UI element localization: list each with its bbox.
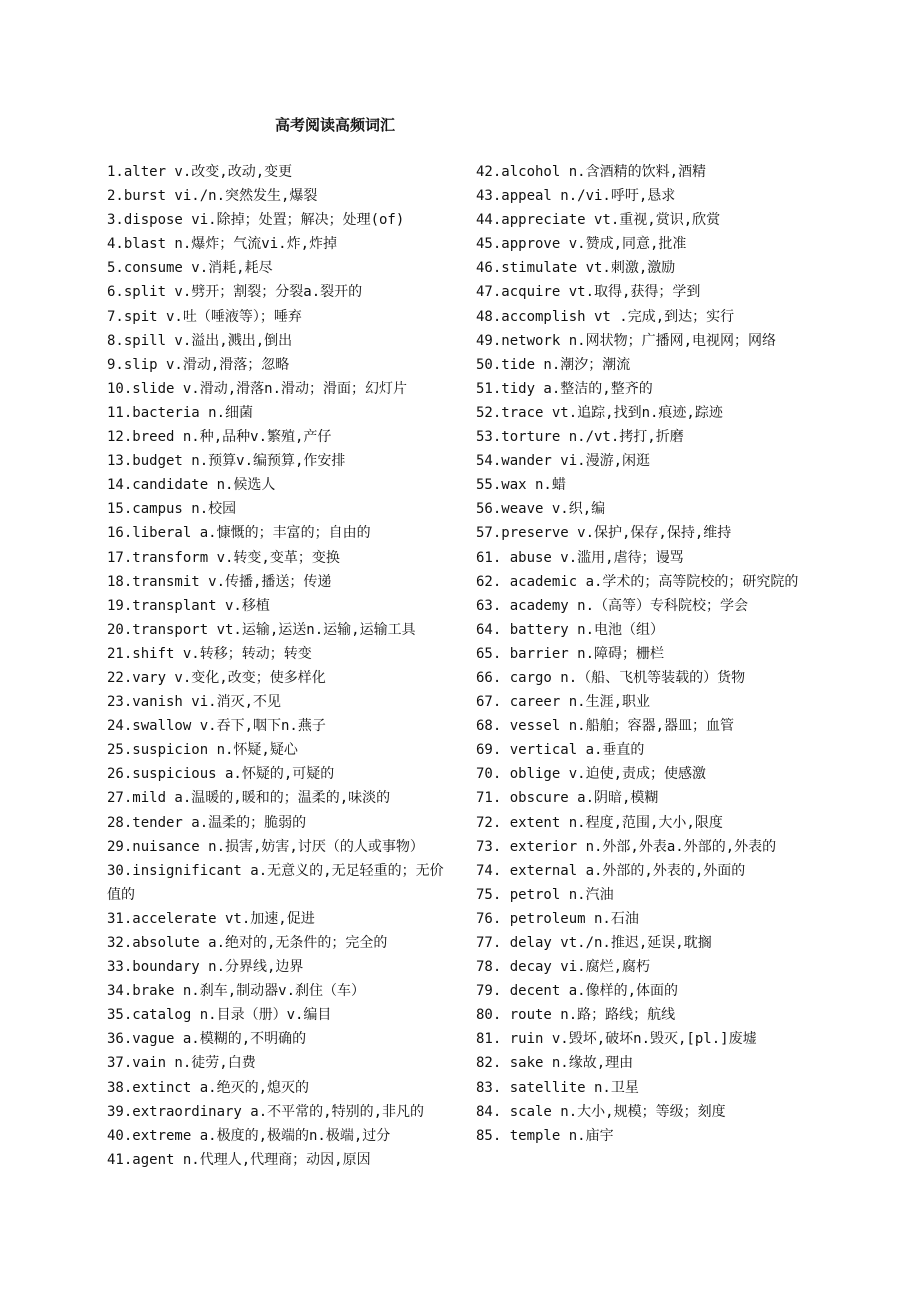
vocab-entry: 45.approve v.赞成,同意,批准 [476, 236, 687, 253]
vocab-entry: 29.nuisance n.损害,妨害,讨厌（的人或事物） [107, 838, 424, 855]
vocab-entry: 61. abuse v.滥用,虐待；谩骂 [476, 549, 684, 566]
vocab-entry: 41.agent n.代理人,代理商；动因,原因 [107, 1151, 371, 1168]
vocab-entry: 78. decay vi.腐烂,腐朽 [476, 959, 651, 976]
vocab-entry: 72. extent n.程度,范围,大小,限度 [476, 814, 723, 831]
vocab-entry: 9.slip v.滑动,滑落；忽略 [107, 356, 290, 373]
vocab-entry: 19.transplant v.移植 [107, 597, 270, 614]
vocab-entry: 7.spit v.吐（唾液等）；唾弃 [107, 308, 302, 325]
vocab-entry: 74. external a.外部的,外表的,外面的 [476, 862, 746, 879]
vocab-entry: 64. battery n.电池（组） [476, 621, 665, 638]
vocab-entry: 2.burst vi./n.突然发生,爆裂 [107, 188, 318, 205]
vocab-entry: 50.tide n.潮汐；潮流 [476, 356, 631, 373]
vocab-entry: 62. academic a.学术的；高等院校的；研究院的 [476, 573, 799, 590]
vocab-entry: 82. sake n.缘故,理由 [476, 1055, 634, 1072]
vocab-entry: 39.extraordinary a.不平常的,特别的,非凡的 [107, 1103, 425, 1120]
vocab-entry: 24.swallow v.吞下,咽下n.燕子 [107, 718, 326, 735]
vocab-entry: 49.network n.网状物；广播网,电视网；网络 [476, 332, 777, 349]
vocab-entry: 27.mild a.温暖的,暖和的；温柔的,味淡的 [107, 790, 391, 807]
vocab-entry: 23.vanish vi.消灭,不见 [107, 694, 282, 711]
vocab-entry: 53.torture n./vt.拷打,折磨 [476, 429, 684, 446]
vocab-entry: 69. vertical a.垂直的 [476, 742, 645, 759]
vocab-entry: 42.alcohol n.含酒精的饮料,酒精 [476, 164, 707, 180]
vocab-column-right [476, 160, 821, 1148]
vocab-entry: 68. vessel n.船舶；容器,器皿；血管 [476, 718, 735, 735]
vocab-entry: 28.tender a.温柔的；脆弱的 [107, 814, 307, 831]
vocab-entry: 36.vague a.模糊的,不明确的 [107, 1031, 307, 1048]
vocab-entry: 84. scale n.大小,规模；等级；刻度 [476, 1103, 726, 1120]
vocab-entry: 11.bacteria n.细菌 [107, 404, 254, 421]
document-title: 高考阅读高频词汇 [274, 116, 395, 134]
vocab-entry: 12.breed n.种,品种v.繁殖,产仔 [107, 429, 332, 446]
vocab-entry: 83. satellite n.卫星 [476, 1079, 639, 1096]
vocab-entry: 56.weave v.织,编 [476, 501, 606, 518]
vocab-entry: 3.dispose vi.除掉；处置；解决；处理(of) [107, 212, 405, 229]
vocab-entry: 6.split v.劈开；割裂；分裂a.裂开的 [107, 284, 363, 301]
vocab-entry: 13.budget n.预算v.编预算,作安排 [107, 453, 346, 470]
vocab-entry: 1.alter v.改变,改动,变更 [107, 164, 293, 180]
vocab-entry: 77. delay vt./n.推迟,延误,耽搁 [476, 935, 712, 951]
vocab-entry: 34.brake n.刹车,制动器v.刹住（车） [107, 983, 366, 1000]
vocab-entry: 70. oblige v.迫使,责成；使感激 [476, 766, 707, 783]
vocab-entry: 80. route n.路；路线；航线 [476, 1007, 676, 1024]
vocab-entry: 17.transform v.转变,变革；变换 [107, 549, 340, 566]
vocab-entry: 55.wax n.蜡 [476, 477, 566, 494]
vocab-entry: 81. ruin v.毁坏,破坏n.毁灭,[pl.]废墟 [476, 1031, 757, 1048]
vocab-entry: 10.slide v.滑动,滑落n.滑动；滑面；幻灯片 [107, 380, 408, 397]
vocab-entry: 31.accelerate vt.加速,促进 [107, 910, 315, 927]
vocab-entry: 18.transmit v.传播,播送；传递 [107, 573, 332, 590]
vocab-entry: 8.spill v.溢出,溅出,倒出 [107, 332, 293, 349]
vocab-entry: 25.suspicion n.怀疑,疑心 [107, 742, 298, 759]
vocab-entry: 79. decent a.像样的,体面的 [476, 983, 679, 1000]
vocab-entry: 63. academy n.（高等）专科院校；学会 [476, 597, 749, 614]
vocab-entry: 47.acquire vt.取得,获得；学到 [476, 284, 701, 301]
vocab-entry: 38.extinct a.绝灭的,熄灭的 [107, 1079, 310, 1096]
vocab-entry: 52.trace vt.追踪,找到n.痕迹,踪迹 [476, 404, 723, 421]
vocab-entry: 85. temple n.庙宇 [476, 1127, 614, 1144]
vocab-entry: 46.stimulate vt.刺激,激励 [476, 260, 676, 277]
vocab-entry: 21.shift v.转移；转动；转变 [107, 645, 312, 662]
vocab-entry: 65. barrier n.障碍；栅栏 [476, 645, 665, 662]
vocab-entry: 37.vain n.徒劳,白费 [107, 1055, 256, 1072]
vocab-entry: 35.catalog n.目录（册）v.编目 [107, 1007, 332, 1024]
vocab-entry: 4.blast n.爆炸；气流vi.炸,炸掉 [107, 236, 338, 253]
vocab-entry: 32.absolute a.绝对的,无条件的；完全的 [107, 935, 388, 951]
vocab-entry: 26.suspicious a.怀疑的,可疑的 [107, 766, 335, 783]
vocab-entry: 15.campus n.校园 [107, 501, 237, 518]
vocab-entry: 20.transport vt.运输,运送n.运输,运输工具 [107, 621, 416, 638]
vocab-entry: 22.vary v.变化,改变；使多样化 [107, 669, 326, 686]
vocab-entry: 48.accomplish vt .完成,到达；实行 [476, 308, 735, 325]
vocab-entry: 5.consume v.消耗,耗尽 [107, 260, 273, 277]
vocab-entry: 54.wander vi.漫游,闲逛 [476, 453, 651, 470]
vocab-entry: 75. petrol n.汽油 [476, 886, 614, 903]
vocab-column-left [107, 160, 452, 1172]
vocab-entry: 16.liberal a.慷慨的；丰富的；自由的 [107, 525, 371, 542]
vocab-entry: 73. exterior n.外部,外表a.外部的,外表的 [476, 838, 777, 855]
vocab-entry: 67. career n.生涯,职业 [476, 694, 651, 711]
vocab-entry: 40.extreme a.极度的,极端的n.极端,过分 [107, 1127, 391, 1144]
vocab-entry: 30.insignificant a.无意义的,无足轻重的；无价值的 [107, 862, 444, 903]
vocab-entry: 43.appeal n./vi.呼吁,恳求 [476, 188, 676, 205]
vocab-entry: 44.appreciate vt.重视,赏识,欣赏 [476, 212, 721, 229]
vocab-entry: 14.candidate n.候选人 [107, 477, 276, 494]
vocab-entry: 33.boundary n.分界线,边界 [107, 959, 304, 976]
vocab-entry: 66. cargo n.（船、飞机等装载的）货物 [476, 669, 746, 686]
vocab-entry: 71. obscure a.阴暗,模糊 [476, 790, 659, 807]
vocab-entry: 76. petroleum n.石油 [476, 910, 639, 927]
vocab-entry: 57.preserve v.保护,保存,保持,维持 [476, 525, 732, 542]
vocab-entry: 51.tidy a.整洁的,整齐的 [476, 380, 653, 397]
